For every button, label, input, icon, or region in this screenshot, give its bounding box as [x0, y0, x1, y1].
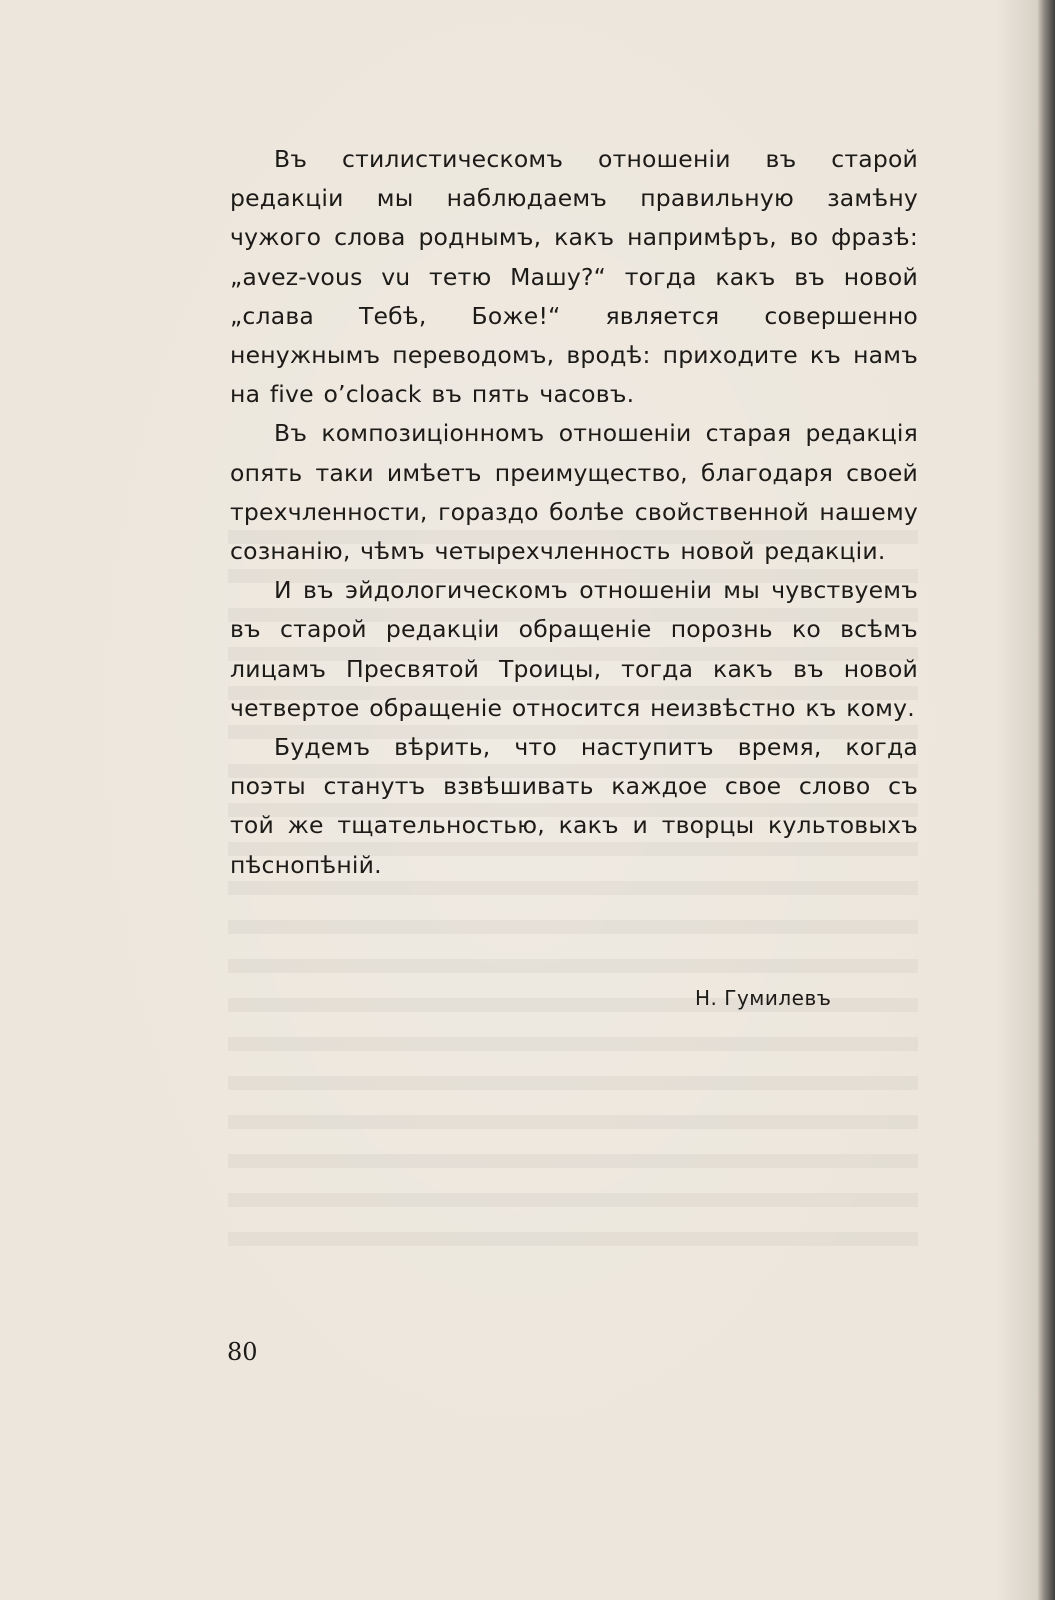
- page-number: 80: [227, 1338, 258, 1366]
- paragraph-compositional: Въ композицiонномъ отношенiи старая редакцiя опять таки имѣетъ преимущество, благодаря своей трехчленности, гораздо болѣе свойственной нашему сознанiю, чѣмъ четырехчленность новой редакцiи.: [230, 419, 918, 566]
- paragraph-eidological: И въ эйдологическомъ отношенiи мы чувствуемъ въ старой редакцiи обращенiе порознь ко всѣмъ лицамъ Пресвятой Троицы, тогда какъ въ новой четвертое обращенiе относится неизвѣстно къ кому.: [230, 576, 918, 722]
- body-text: [230, 140, 918, 885]
- author-signature: Н. Гумилевъ: [695, 986, 832, 1010]
- paragraph-conclusion: Будемъ вѣрить, что наступитъ время, когда поэты станутъ взвѣшивать каждое свое слово съ той же тщательностью, какъ и творцы культовыхъ пѣснопѣнiй.: [230, 733, 918, 879]
- paragraph-stylistic: Въ стилистическомъ отношенiи въ старой редакцiи мы наблюдаемъ правильную замѣну чужого слова роднымъ, какъ напримѣръ, во фразѣ: „avez-vous vu тетю Машу?“ тогда какъ въ новой „слава Тебѣ, Боже!“ является совершенно ненужнымъ переводомъ, вродѣ: приходите къ намъ на five o’cloack въ пять часовъ.: [230, 145, 918, 409]
- page-edge-shadow: [1038, 0, 1055, 1600]
